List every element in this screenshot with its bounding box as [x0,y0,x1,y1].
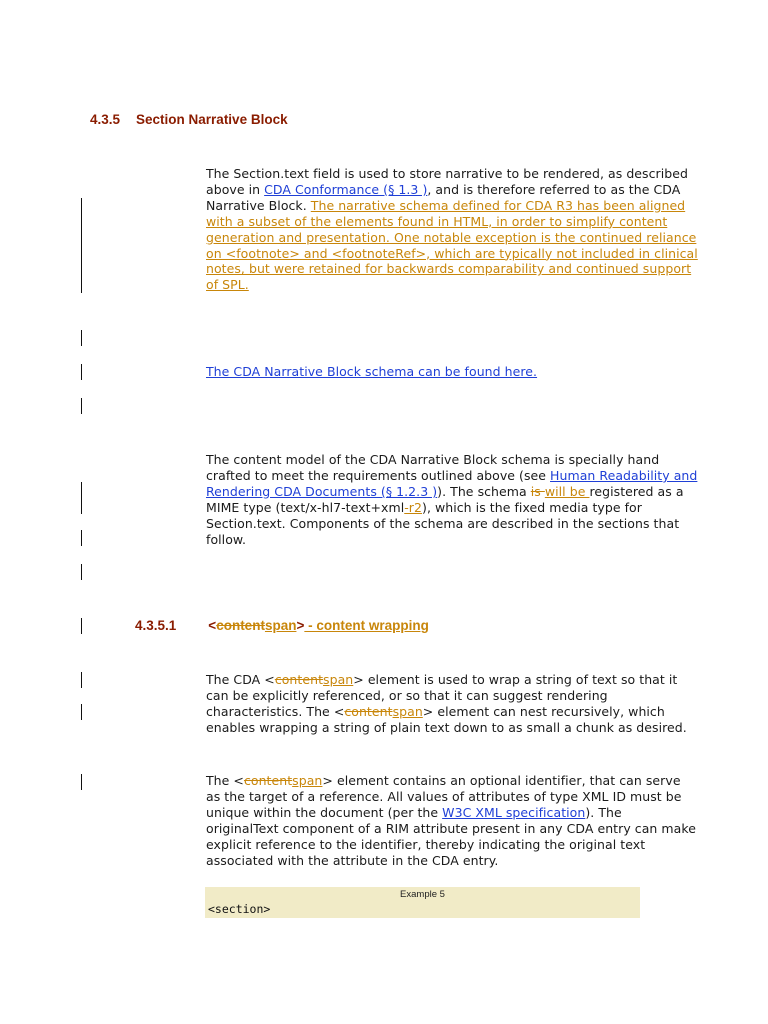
link-human-readability[interactable]: Human Readability and Rendering CDA Documents (§ 1.2.3 ) [206,467,698,499]
inserted-text: span [323,672,354,687]
change-bar [81,530,82,546]
section-heading [90,112,288,127]
deleted-text: content [243,773,293,788]
section-number: 4.3.5 [90,112,121,127]
text-run: The Section.text field is used to store narrative to be rendered, as described above in [206,166,688,197]
example-caption: Example 5 [400,889,445,900]
change-bar [81,774,82,790]
link-cda-conformance[interactable]: CDA Conformance (§ 1.3 ) [264,181,428,197]
inserted-text: -r2 [404,499,423,515]
example-box [205,887,640,918]
text-run: < [208,618,217,633]
inserted-text: will be [544,483,590,499]
deleted-text: is [530,483,545,499]
text-run: The CDA < [206,672,275,687]
paragraph-schema-link [206,364,698,380]
link-w3c-xml-spec[interactable]: W3C XML specification [442,804,586,820]
text-run: ). The schema [437,483,531,499]
section-title: Section Narrative Block [136,112,288,127]
change-bar [81,364,82,380]
deleted-text: content [216,618,265,633]
change-bar [81,330,82,346]
text-run: > element is used to wrap a string of text so that it can be explicitly referenced, or so that it can suggest rendering characteristics. The < [206,672,678,719]
paragraph-span-wrapping [206,672,698,736]
paragraph-narrative-intro [206,166,698,293]
text-run: The content model of the CDA Narrative Block schema is specially hand crafted to meet the requirements outlined above (see [206,452,660,483]
inserted-text: span [392,703,423,719]
text-run: , and is therefore referred to as the CDA Narrative Block. [206,181,681,213]
change-bar [81,672,82,688]
link-narrative-block-schema[interactable]: The CDA Narrative Block schema can be found here. [206,364,538,379]
text-run: > element contains an optional identifier, that can serve as the target of a reference. All values of attributes of type XML ID must be unique within the document (per the [206,773,682,820]
paragraph-span-identifier [206,773,698,868]
inserted-text: span [292,773,323,788]
subsection-heading [135,618,429,633]
inserted-text: The narrative schema defined for CDA R3 has been aligned with a subset of the elements found in HTML, in order to simplify content generation and presentation. One notable exception is the continued reliance on <footnote> and <footnoteRef>, which are typically not included in clinical notes, but were retained for backwards comparability and continued support of SPL. [206,197,698,293]
change-bar [81,198,82,293]
example-code: <section> [208,902,271,916]
change-bar [81,398,82,414]
text-run: > element can nest recursively, which enables wrapping a string of plain text down to as small a chunk as desired. [206,703,687,735]
paragraph-content-model [206,452,698,547]
change-bar [81,704,82,720]
deleted-text: content [344,703,393,719]
inserted-text: - content wrapping [304,618,429,633]
text-run: The < [206,773,244,788]
change-bar [81,482,82,514]
subsection-number: 4.3.5.1 [135,618,177,633]
text-run: > [296,618,305,633]
deleted-text: content [274,672,324,687]
inserted-text: span [264,618,297,633]
text-run: registered as a MIME type (text/x-hl7-text+xml [206,483,684,515]
change-bar [81,564,82,580]
change-bar [81,618,82,634]
text-run: ). The originalText component of a RIM attribute present in any CDA entry can make explicit reference to the identifier, thereby indicating the original text associated with the attribute in the CDA entry. [206,804,696,868]
text-run: ), which is the fixed media type for Section.text. Components of the schema are described in the sections that follow. [206,499,680,547]
